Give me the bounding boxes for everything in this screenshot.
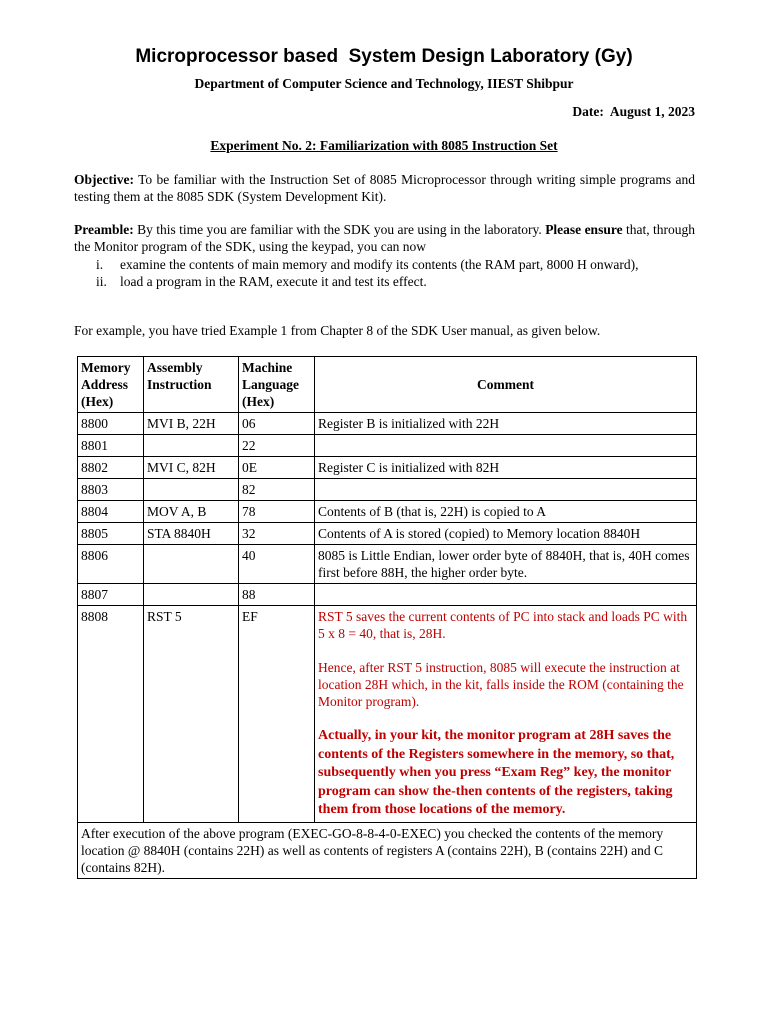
code-cell: 0E xyxy=(239,457,315,479)
code-cell: 06 xyxy=(239,413,315,435)
rst-comment-2: Hence, after RST 5 instruction, 8085 will execute the instruction at location 28H which, in the kit, falls inside the ROM (containing the Monitor program). xyxy=(318,660,684,709)
date-line: Date: August 1, 2023 xyxy=(572,104,695,119)
code-cell: 32 xyxy=(239,523,315,545)
table-row xyxy=(78,584,697,606)
table-row xyxy=(78,413,697,435)
instruction-cell: MVI C, 82H xyxy=(144,457,239,479)
address-cell: 8800 xyxy=(78,413,144,435)
table-row xyxy=(78,545,697,584)
code-cell: EF xyxy=(239,606,315,823)
preamble-paragraph xyxy=(74,221,695,255)
header-address: Memory Address (Hex) xyxy=(78,357,144,413)
footer-note: After execution of the above program (EXEC-GO-8-8-4-0-EXEC) you checked the contents of the memory location @ 8840H (contains 22H) as well as contents of registers A (contains 22H), B (contains 22H) and C (contains 82H). xyxy=(78,822,697,878)
preamble-text-b: that, through the Monitor program of the SDK, using the keypad, you can now xyxy=(74,222,695,254)
preamble-list xyxy=(74,256,695,290)
instruction-cell: STA 8840H xyxy=(144,523,239,545)
rst-comment-1: RST 5 saves the current contents of PC into stack and loads PC with 5 x 8 = 40, that is, 28H. xyxy=(318,609,688,641)
comment-cell xyxy=(315,435,697,457)
instruction-cell xyxy=(144,545,239,584)
address-cell: 8804 xyxy=(78,501,144,523)
instruction-cell: MOV A, B xyxy=(144,501,239,523)
table-row xyxy=(78,501,697,523)
list-item-number: ii. xyxy=(96,274,107,289)
code-cell: 40 xyxy=(239,545,315,584)
list-item xyxy=(74,256,695,273)
preamble-emphasis: Please ensure xyxy=(545,222,623,237)
address-cell: 8803 xyxy=(78,479,144,501)
address-cell: 8805 xyxy=(78,523,144,545)
address-cell: 8808 xyxy=(78,606,144,823)
address-cell: 8801 xyxy=(78,435,144,457)
instruction-cell xyxy=(144,479,239,501)
code-cell: 22 xyxy=(239,435,315,457)
rst-comment-3: Actually, in your kit, the monitor program at 28H saves the contents of the Registers somewhere in the memory, so that, subsequently when you press “Exam Reg” key, the monitor program can show the-then contents of the registers, taking them from those locations of the memory. xyxy=(318,728,675,817)
program-table xyxy=(77,356,697,879)
comment-cell: Contents of A is stored (copied) to Memory location 8840H xyxy=(315,523,697,545)
code-cell: 88 xyxy=(239,584,315,606)
comment-cell xyxy=(315,584,697,606)
comment-cell: Contents of B (that is, 22H) is copied to A xyxy=(315,501,697,523)
comment-cell: Register C is initialized with 82H xyxy=(315,457,697,479)
preamble-text-a: By this time you are familiar with the SDK you are using in the laboratory. xyxy=(133,222,546,237)
table-footer-row xyxy=(78,822,697,878)
address-cell: 8806 xyxy=(78,545,144,584)
address-cell: 8807 xyxy=(78,584,144,606)
header-assembly: Assembly Instruction xyxy=(144,357,239,413)
instruction-cell xyxy=(144,584,239,606)
table-row xyxy=(78,457,697,479)
example-intro: For example, you have tried Example 1 from Chapter 8 of the SDK User manual, as given below. xyxy=(74,323,601,338)
instruction-cell: RST 5 xyxy=(144,606,239,823)
address-cell: 8802 xyxy=(78,457,144,479)
department-line: Department of Computer Science and Technology, IIEST Shibpur xyxy=(194,76,574,91)
code-cell: 78 xyxy=(239,501,315,523)
code-cell: 82 xyxy=(239,479,315,501)
list-item-text: examine the contents of main memory and modify its contents (the RAM part, 8000 H onward), xyxy=(120,257,639,272)
list-item-text: load a program in the RAM, execute it and test its effect. xyxy=(120,274,427,289)
comment-cell: 8085 is Little Endian, lower order byte of 8840H, that is, 40H comes first before 88H, the higher order byte. xyxy=(315,545,697,584)
table-row xyxy=(78,435,697,457)
comment-cell: Register B is initialized with 22H xyxy=(315,413,697,435)
objective-paragraph xyxy=(74,171,695,205)
header-comment: Comment xyxy=(315,357,697,413)
comment-cell xyxy=(315,606,697,823)
table-row xyxy=(78,523,697,545)
preamble-label: Preamble: xyxy=(74,222,134,237)
objective-text: To be familiar with the Instruction Set of 8085 Microprocessor through writing simple programs and testing them at the 8085 SDK (System Development Kit). xyxy=(74,172,695,204)
table-row xyxy=(78,479,697,501)
table-header-row xyxy=(78,357,697,413)
table-row xyxy=(78,606,697,823)
instruction-cell: MVI B, 22H xyxy=(144,413,239,435)
header-machine: Machine Language (Hex) xyxy=(239,357,315,413)
experiment-heading: Experiment No. 2: Familiarization with 8085 Instruction Set xyxy=(210,138,558,153)
list-item-number: i. xyxy=(96,257,104,272)
instruction-cell xyxy=(144,435,239,457)
page-title: Microprocessor based System Design Laboratory (Gy) xyxy=(135,46,633,67)
list-item xyxy=(74,273,695,290)
objective-label: Objective: xyxy=(74,172,134,187)
comment-cell xyxy=(315,479,697,501)
